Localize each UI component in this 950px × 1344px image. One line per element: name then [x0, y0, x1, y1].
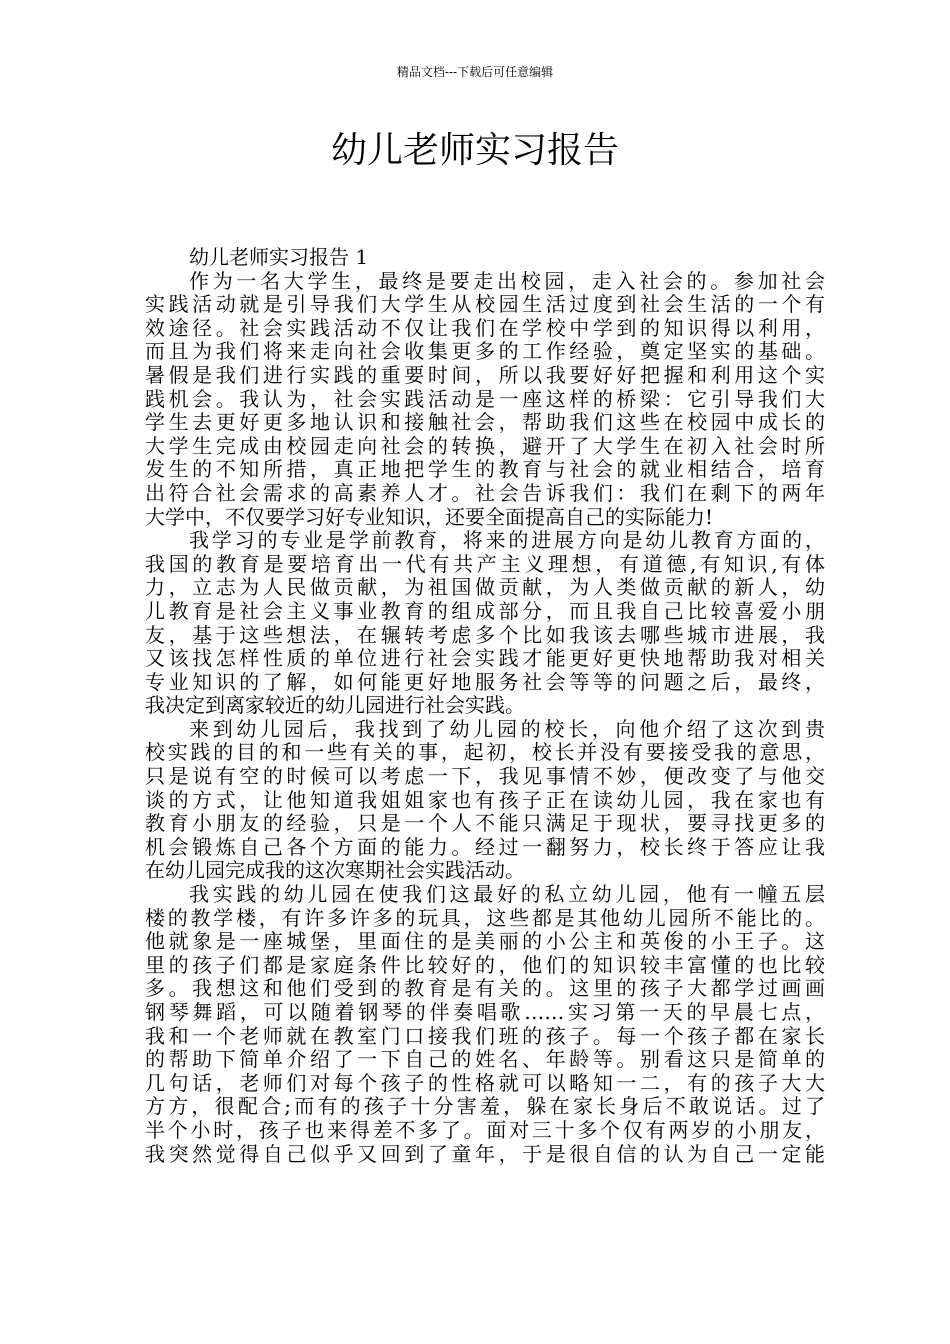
paragraph-line: 实践活动就是引导我们大学生从校园生活过度到社会生活的一个有: [145, 292, 825, 317]
paragraph-line: 暑假是我们进行实践的重要时间，所以我要好好把握和利用这个实: [145, 362, 825, 387]
paragraph-line: 在幼儿园完成我的这次寒期社会实践活动。: [145, 858, 525, 883]
paragraph-line: 只是说有空的时候可以考虑一下，我见事情不妙，便改变了与他交: [145, 764, 825, 789]
paragraph-line: 我实践的幼儿园在使我们这最好的私立幼儿园，他有一幢五层: [189, 882, 825, 907]
paragraph-line: 我和一个老师就在教室门口接我们班的孩子。每一个孩子都在家长: [145, 1023, 825, 1048]
paragraph-line: 我学习的专业是学前教育，将来的进展方向是幼儿教育方面的，: [189, 528, 825, 553]
paragraph-line: 里的孩子们都是家庭条件比较好的，他们的知识较丰富懂的也比较: [145, 952, 825, 977]
header-note: 精品文档---下载后可任意编辑: [396, 65, 554, 79]
paragraph-line: 专业知识的了解，如何能更好地服务社会等等的问题之后，最终，: [145, 669, 825, 694]
paragraph: [145, 270, 825, 530]
paragraph-line: 践机会。我认为，社会实践活动是一座这样的桥梁：它引导我们大: [145, 386, 825, 411]
paragraph-line: 发生的不知所措，真正地把学生的教育与社会的就业相结合，培育: [145, 457, 825, 482]
paragraph-line: 校实践的目的和一些有关的事，起初，校长并没有要接受我的意思，: [145, 740, 825, 765]
paragraph-line: 几句话，老师们对每个孩子的性格就可以略知一二，有的孩子大大: [145, 1070, 825, 1095]
paragraph-line: 我决定到离家较近的幼儿园进行社会实践。: [145, 693, 525, 718]
paragraph-line: 多。我想这和他们受到的教育是有关的。这里的孩子大都学过画画: [145, 976, 825, 1001]
paragraph: [145, 883, 825, 1166]
paragraph-line: 半个小时，孩子也来得差不多了。面对三十多个仅有两岁的小朋友，: [145, 1117, 825, 1142]
paragraph-line: 大学生完成由校园走向社会的转换，避开了大学生在初入社会时所: [145, 433, 825, 458]
paragraph-line: 学生去更好更多地认识和接触社会，帮助我们这些在校园中成长的: [145, 410, 825, 435]
document-title: 幼儿老师实习报告: [330, 130, 619, 171]
paragraph-line: 楼的教学楼，有许多许多的玩具，这些都是其他幼儿园所不能比的。: [145, 905, 825, 930]
paragraph-line: 而且为我们将来走向社会收集更多的工作经验，奠定坚实的基础。: [145, 339, 825, 364]
paragraph: [145, 529, 825, 718]
paragraph-line: 我国的教育是要培育出一代有共产主义理想，有道德,有知识,有体: [145, 551, 825, 576]
paragraph-line: 钢琴舞蹈，可以随着钢琴的伴奏唱歌……实习第一天的早晨七点，: [145, 1000, 825, 1024]
paragraph-line: 友，基于这些想法，在辗转考虑多个比如我该去哪些城市进展，我: [145, 622, 825, 647]
paragraph-line: 教育小朋友的经验，只是一个人不能只满足于现状，要寻找更多的: [145, 811, 825, 836]
paragraph-line: 谈的方式，让他知道我姐姐家也有孩子正在读幼儿园，我在家也有: [145, 787, 825, 812]
section-heading: 幼儿老师实习报告 1: [189, 245, 369, 269]
paragraph-line: 方方，很配合;而有的孩子十分害羞，躲在家长身后不敢说话。过了: [145, 1094, 825, 1119]
paragraph-line: 机会锻炼自己各个方面的能力。经过一翻努力，校长终于答应让我: [145, 834, 825, 859]
document-body: [145, 246, 825, 1166]
paragraph-line: 力，立志为人民做贡献，为祖国做贡献，为人类做贡献的新人，幼: [145, 575, 825, 600]
paragraph-line: 又该找怎样性质的单位进行社会实践才能更好更快地帮助我对相关: [145, 646, 825, 671]
paragraph-line: 他就象是一座城堡，里面住的是美丽的小公主和英俊的小王子。这: [145, 929, 825, 954]
paragraph-line: 我突然觉得自己似乎又回到了童年，于是很自信的认为自己一定能: [145, 1141, 825, 1166]
paragraph-line: 效途径。社会实践活动不仅让我们在学校中学到的知识得以利用，: [145, 315, 825, 340]
paragraph-line: 来到幼儿园后，我找到了幼儿园的校长，向他介绍了这次到贵: [189, 716, 825, 741]
paragraph-line: 大学中，不仅要学习好专业知识，还要全面提高自己的实际能力!: [145, 504, 714, 529]
paragraph-line: 作为一名大学生，最终是要走出校园，走入社会的。参加社会: [189, 268, 825, 293]
paragraph-line: 的帮助下简单介绍了一下自己的姓名、年龄等。别看这只是简单的: [145, 1047, 825, 1072]
paragraph-line: 出符合社会需求的高素养人才。社会告诉我们：我们在剩下的两年: [145, 480, 825, 505]
paragraph: [145, 718, 825, 883]
paragraph-line: 儿教育是社会主义事业教育的组成部分，而且我自己比较喜爱小朋: [145, 598, 825, 623]
